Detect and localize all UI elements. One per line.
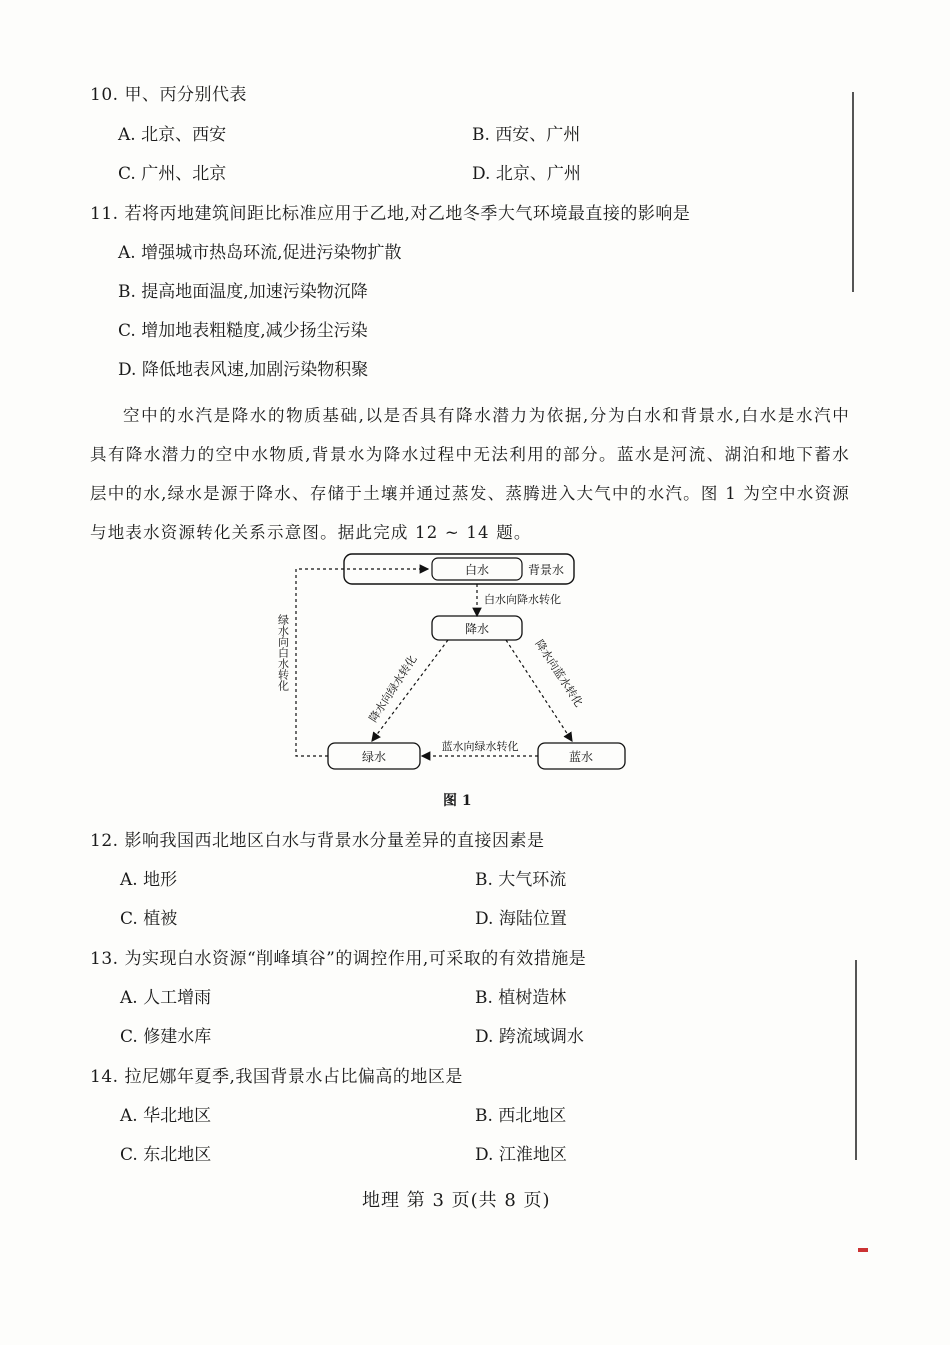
- q11-option-a: A. 增强城市热岛环流,促进污染物扩散: [118, 243, 402, 263]
- question-10-stem: 10. 甲、丙分别代表: [90, 85, 247, 105]
- question-12-stem: 12. 影响我国西北地区白水与背景水分量差异的直接因素是: [90, 831, 545, 851]
- q12-option-d: D. 海陆位置: [475, 909, 567, 929]
- q11-option-b: B. 提高地面温度,加速污染物沉降: [118, 282, 368, 302]
- q14-option-c: C. 东北地区: [120, 1145, 212, 1165]
- green-water-label: 绿水: [361, 750, 387, 764]
- question-13-stem: 13. 为实现白水资源“削峰填谷”的调控作用,可采取的有效措施是: [90, 949, 587, 969]
- q12-option-b: B. 大气环流: [475, 870, 567, 890]
- question-11-stem: 11. 若将丙地建筑间距比标准应用于乙地,对乙地冬季大气环境最直接的影响是: [90, 204, 691, 224]
- passage-text: 空中的水汽是降水的物质基础,以是否具有降水潜力为依据,分为白水和背景水,白水是水汽中具有降水潜力的空中水物质,背景水为降水过程中无法利用的部分。蓝水是河流、湖泊和地下蓄水层中的水,绿水是源于降水、存储于土壤并通过蒸发、蒸腾进入大气中的水汽。图 1 为空中水资源与地表水资源转化关系示意图。据此完成 12 ~ 14 题。: [90, 406, 850, 542]
- q13-option-a: A. 人工增雨: [120, 988, 212, 1008]
- blue-to-green-label: 蓝水向绿水转化: [441, 740, 519, 753]
- green-to-white-label: 绿水向白水转化: [276, 614, 290, 691]
- q14-option-d: D. 江淮地区: [475, 1145, 567, 1165]
- q14-option-b: B. 西北地区: [475, 1106, 567, 1126]
- white-to-precip-label: 白水向降水转化: [484, 593, 561, 606]
- q13-option-c: C. 修建水库: [120, 1027, 212, 1047]
- q10-option-d: D. 北京、广州: [472, 164, 581, 184]
- precip-to-green-label: 降水向绿水转化: [366, 652, 420, 725]
- q10-option-a: A. 北京、西安: [118, 125, 227, 145]
- q12-option-a: A. 地形: [120, 870, 178, 890]
- q14-option-a: A. 华北地区: [120, 1106, 212, 1126]
- white-water-label: 白水: [464, 563, 490, 577]
- q13-option-b: B. 植树造林: [475, 988, 567, 1008]
- q13-option-d: D. 跨流域调水: [475, 1027, 584, 1047]
- q11-option-d: D. 降低地表风速,加剧污染物积聚: [118, 360, 369, 380]
- precipitation-label: 降水: [464, 622, 490, 636]
- scan-edge-line-bottom: [855, 960, 857, 1160]
- figure-caption: 图 1: [443, 793, 472, 809]
- q12-option-c: C. 植被: [120, 909, 178, 929]
- figure-1-diagram: [260, 548, 640, 783]
- question-14-stem: 14. 拉尼娜年夏季,我国背景水占比偏高的地区是: [90, 1067, 463, 1087]
- reading-passage: [90, 396, 850, 552]
- page-footer: 地理 第 3 页(共 8 页): [362, 1190, 551, 1211]
- q10-option-c: C. 广州、北京: [118, 164, 227, 184]
- scan-red-mark: [858, 1248, 868, 1252]
- scan-edge-line-top: [852, 92, 854, 292]
- blue-water-label: 蓝水: [568, 750, 594, 764]
- background-water-label: 背景水: [527, 563, 565, 577]
- precip-to-blue-label: 降水向蓝水转化: [532, 637, 586, 710]
- q10-option-b: B. 西安、广州: [472, 125, 581, 145]
- q11-option-c: C. 增加地表粗糙度,减少扬尘污染: [118, 321, 368, 341]
